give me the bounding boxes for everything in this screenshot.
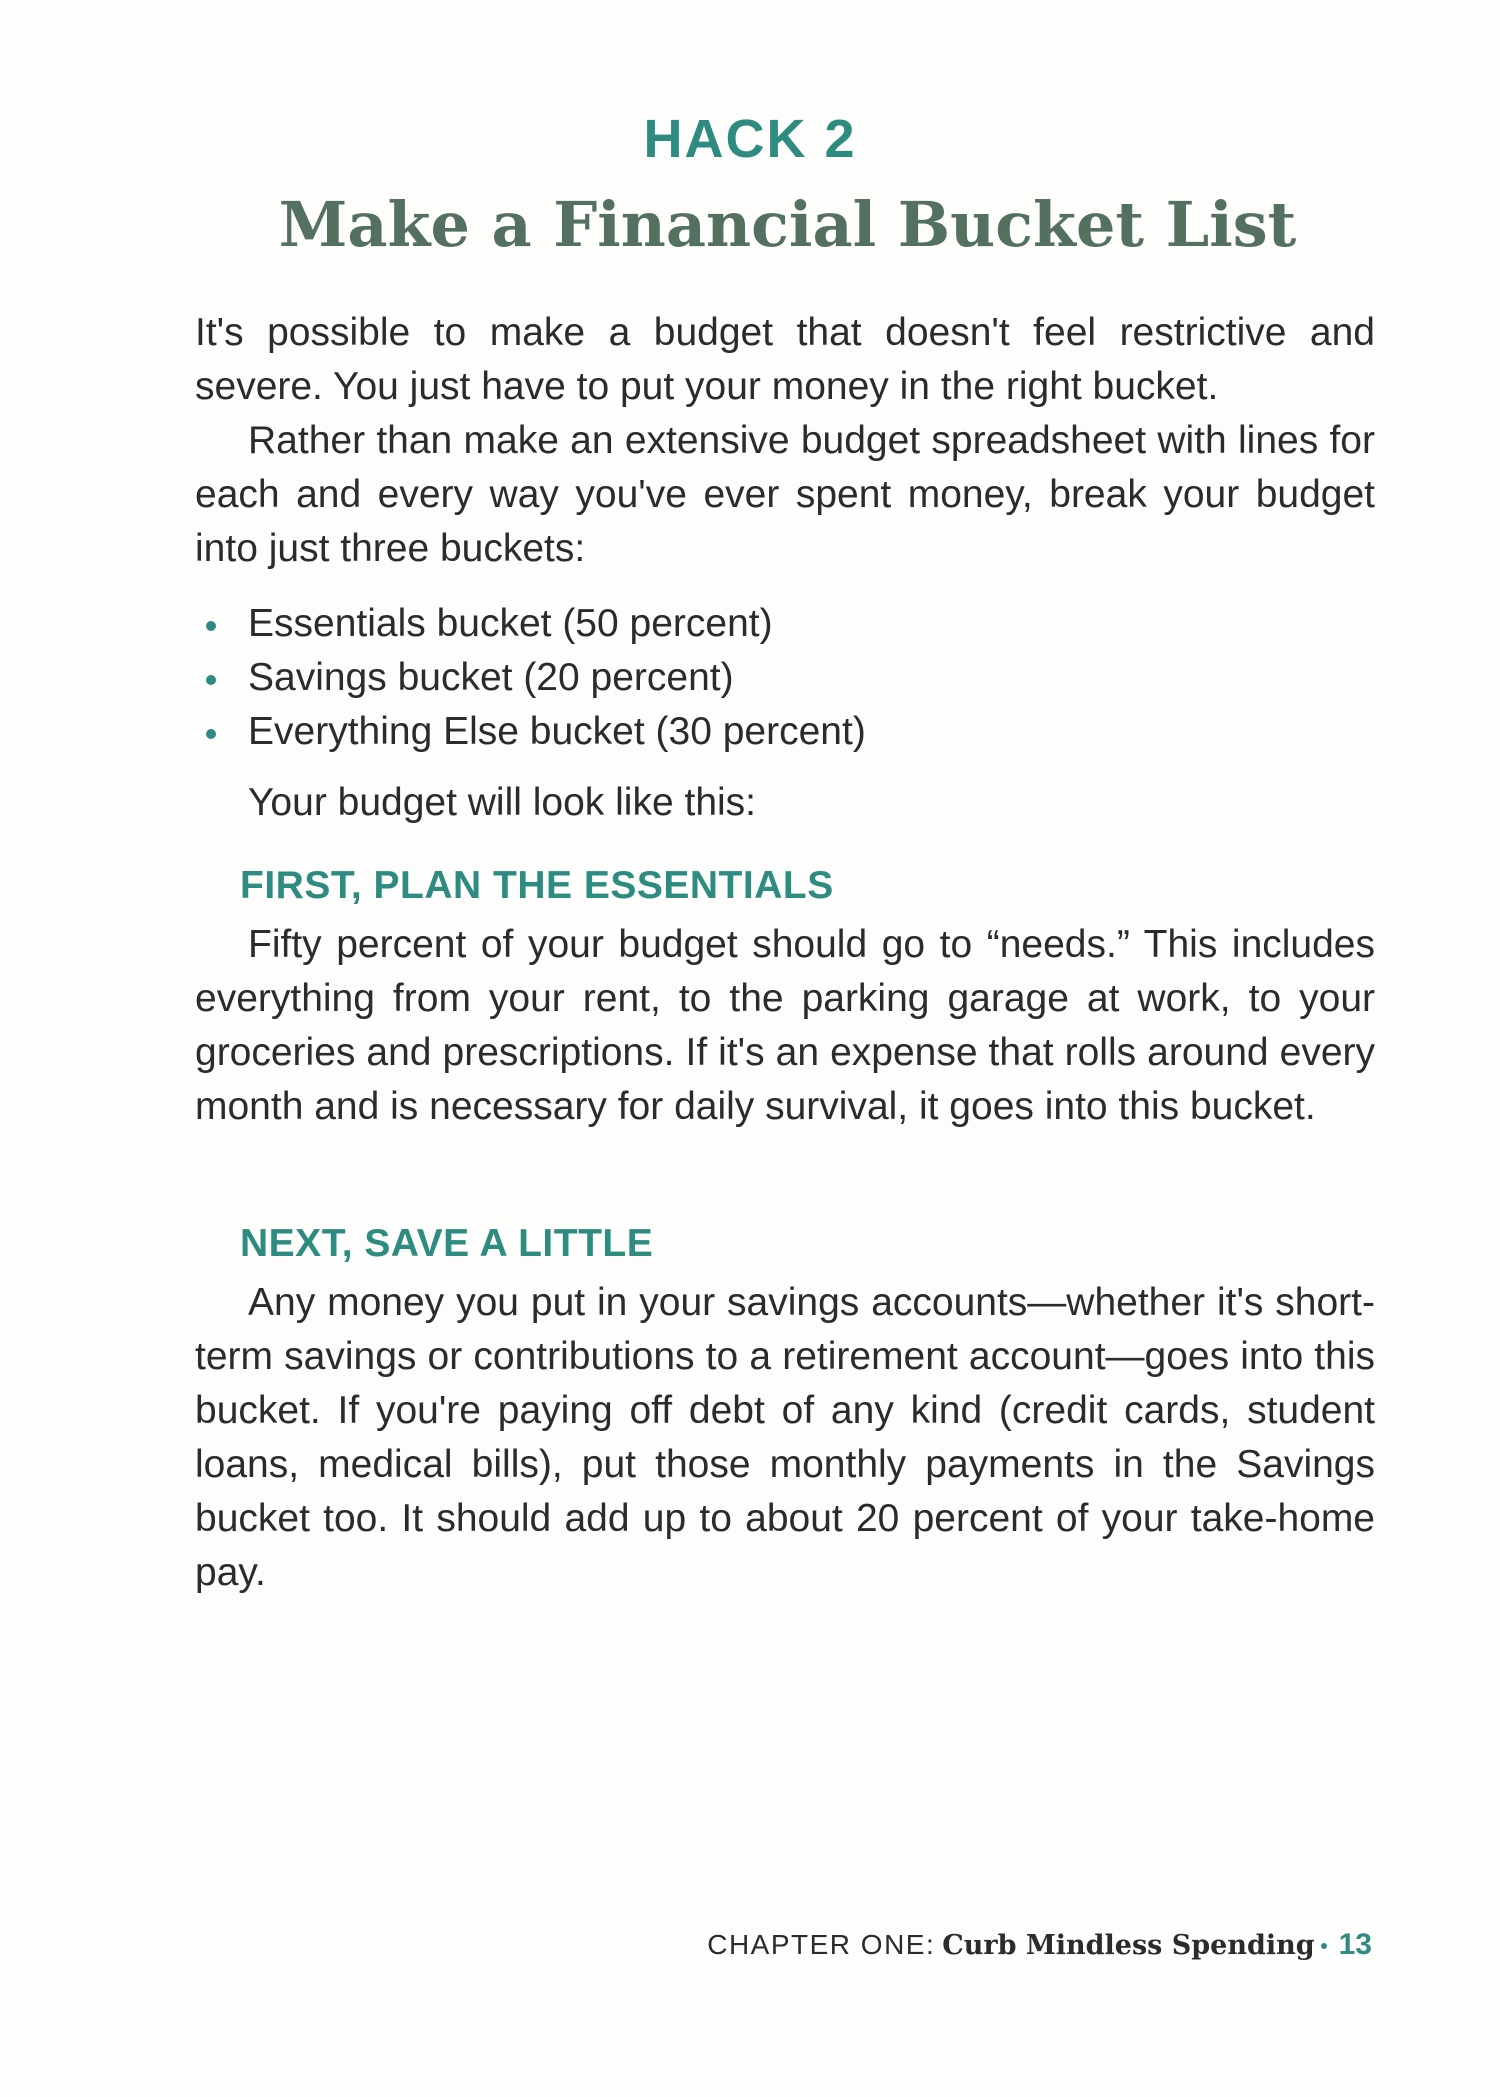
- bullet-icon: [206, 621, 216, 631]
- page-footer: [707, 1928, 1372, 1962]
- intro-paragraph-2: [195, 414, 1375, 576]
- intro-paragraph-1-text: It's possible to make a budget that doesn't feel restrictive and severe. You just have to put your money in the right bucket.: [195, 311, 1375, 408]
- lead-sentence: Your budget will look like this:: [248, 781, 757, 824]
- section-essentials-text: Fifty percent of your budget should go to “needs.” This includes everything from your rent, to the parking garage at work, to your groceries and prescriptions. If it's an expense that rolls around every month and is necessary for daily survival, it goes into this bucket.: [195, 923, 1375, 1128]
- section-save-text: Any money you put in your savings accounts—whether it's short-term savings or contributions to a retirement account—goes into this bucket. If you're paying off debt of any kind (credit cards, student loans, medical bills), put those monthly payments in the Savings bucket too. It should add up to about 20 percent of your take-home pay.: [195, 1281, 1375, 1594]
- intro-paragraph-1: [195, 306, 1375, 414]
- bucket-list: [200, 597, 1300, 759]
- bucket-everything-else: Everything Else bucket (30 percent): [248, 710, 866, 753]
- list-item: [200, 651, 1300, 705]
- page-title: Make a Financial Bucket List: [278, 188, 1297, 261]
- section-essentials: [195, 918, 1375, 1134]
- footer-chapter-title: Curb Mindless Spending: [942, 1930, 1315, 1961]
- bucket-savings: Savings bucket (20 percent): [248, 656, 734, 699]
- footer-chapter-label: CHAPTER ONE:: [707, 1929, 936, 1960]
- section-heading-essentials: FIRST, PLAN THE ESSENTIALS: [240, 864, 834, 907]
- page-number: 13: [1338, 1928, 1372, 1961]
- section-heading-save: NEXT, SAVE A LITTLE: [240, 1222, 654, 1265]
- list-item: [200, 597, 1300, 651]
- bucket-essentials: Essentials bucket (50 percent): [248, 602, 773, 645]
- separator-dot-icon: [1321, 1943, 1327, 1949]
- bullet-icon: [206, 729, 216, 739]
- intro-paragraph-2-text: Rather than make an extensive budget spreadsheet with lines for each and every way you've ever spent money, break your budget into just three buckets:: [195, 419, 1375, 570]
- list-item: [200, 705, 1300, 759]
- hack-label: HACK 2: [643, 109, 857, 169]
- section-save: [195, 1276, 1375, 1600]
- bullet-icon: [206, 675, 216, 685]
